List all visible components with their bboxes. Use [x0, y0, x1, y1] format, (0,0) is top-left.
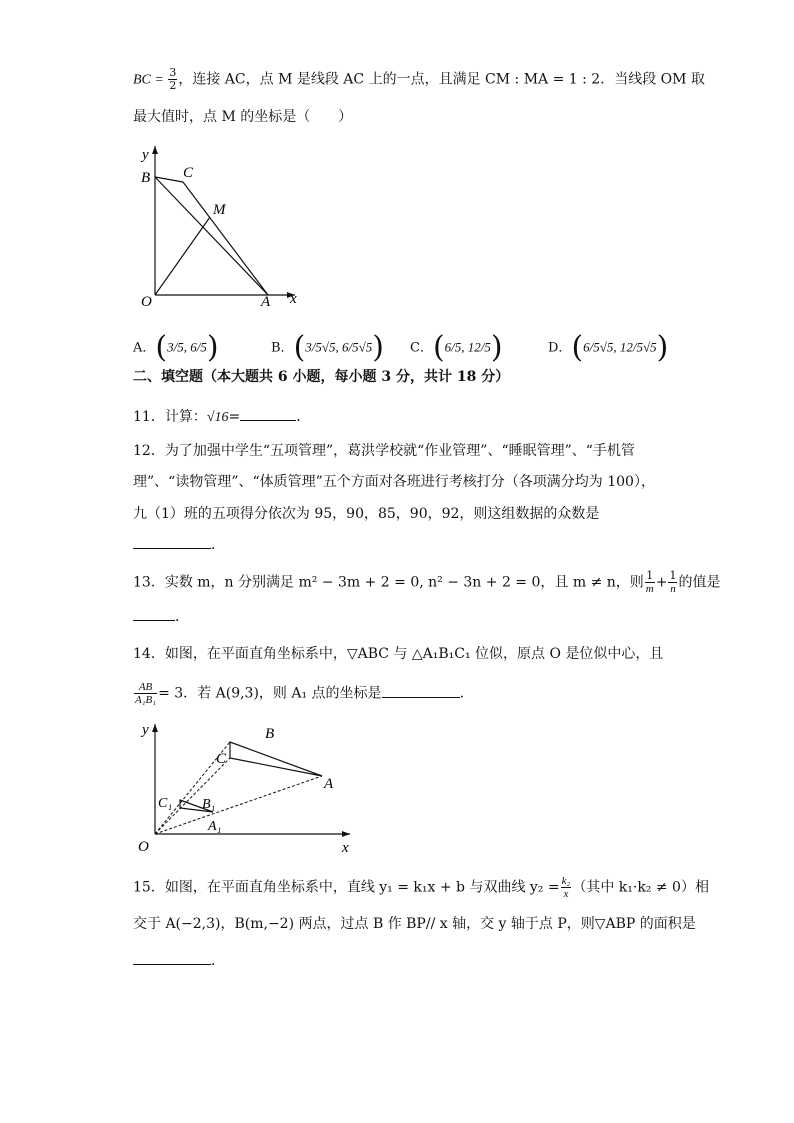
q10-figure — [130, 140, 310, 310]
q15-line2: 交于 A(−2,3)，B(m,−2) 两点，过点 B 作 BP// x 轴，交 y 轴于点 P，则▽ABP 的面积是 — [133, 916, 696, 932]
q14-label-b: B — [265, 726, 275, 742]
q15-line1: 15．如图，在平面直角坐标系中，直线 y₁ = k₁x + b 与双曲线 y₂ = $\frac{\text{k₂}}{x}$ （其中 k₁·k₂ ≠ 0）相 — [133, 875, 709, 900]
q14-answer-blank[interactable] — [382, 683, 460, 698]
q12-line2: 理”、“读物管理”、“体质管理”五个方面对各班进行考核打分（各项满分均为 100）， — [133, 474, 655, 490]
q14-figure — [130, 718, 360, 858]
q15-answer: ． — [133, 950, 225, 970]
q10-fraction: $\frac{3}{2}$ — [169, 66, 177, 92]
q14-label-x: x — [342, 840, 349, 856]
q13: 13．实数 m，n 分别满足 m² − 3m + 2 = 0, n² − 3n + 2 = 0，且 m ≠ n，则 $\frac{1}{m}$ + $\frac{1}{n}$ 的值是 — [133, 569, 721, 595]
q14-triangle-abc — [230, 742, 322, 776]
q10-option-d: D．(6/5√5, 12/5√5) — [548, 330, 669, 365]
q12-line3: 九（1）班的五项得分依次为 95，90，85，90，92，则这组数据的众数是 — [133, 506, 600, 522]
section-heading: 二、填空题（本大题共 6 小题，每小题 3 分，共计 18 分） — [133, 369, 510, 385]
q15-answer-blank[interactable] — [133, 950, 211, 965]
q14-line1: 14．如图，在平面直角坐标系中，▽ABC 与 △A₁B₁C₁ 位似，原点 O 是位似中心，且 — [133, 646, 664, 662]
q14-label-y: y — [142, 722, 149, 738]
q14-label-o: O — [138, 839, 149, 855]
q14-label-c: C — [216, 751, 227, 767]
q11: 11．计算：√16= ． — [133, 406, 310, 427]
q12-line1: 12．为了加强中学生“五项管理”，葛洪学校就“作业管理”、“睡眠管理”、“手机管 — [133, 443, 635, 459]
q10-option-c: C．(6/5, 12/5) — [410, 330, 503, 365]
q12-answer: ． — [133, 534, 225, 554]
q10-label-a: A — [261, 294, 271, 310]
q10-segment-ba — [155, 177, 268, 295]
q10-text: ，连接 AC，点 M 是线段 AC 上的一点，且满足 CM : MA = 1 : 2．当线段 OM 取 — [178, 71, 705, 88]
q13-answer: ． — [133, 606, 189, 626]
q12-answer-blank[interactable] — [133, 534, 211, 549]
q14-line2: $\frac{AB}{\text{A₁B₁}}$ = 3．若 A(9,3)，则 A₁ 点的坐标是 ． — [135, 681, 474, 706]
q10-segment-ca — [183, 182, 268, 295]
q10-segment-om — [155, 217, 210, 295]
q13-answer-blank[interactable] — [133, 606, 175, 621]
q14-label-a1: A₁ — [208, 819, 222, 834]
q10-option-b: B．(3/5√5, 6/5√5) — [271, 330, 384, 365]
q10-label-o: O — [141, 294, 152, 310]
q10-line1 — [133, 67, 705, 92]
q10-label-c: C — [183, 165, 194, 181]
q10-option-a: A．(3/5, 6/5) — [133, 330, 219, 365]
q11-answer-blank[interactable] — [240, 406, 296, 421]
q14-label-c1: C₁ — [158, 796, 173, 811]
q14-label-b1: B₁ — [202, 797, 216, 812]
q10-label-b: B — [141, 170, 151, 186]
q10-line2: 最大值时，点 M 的坐标是（ ） — [133, 109, 353, 125]
q10-label-m: M — [213, 202, 226, 218]
q10-label-x: x — [290, 291, 297, 307]
q10-label-y: y — [142, 147, 149, 163]
q10-bc-label: BC = — [133, 72, 168, 88]
q14-label-a: A — [324, 776, 334, 792]
